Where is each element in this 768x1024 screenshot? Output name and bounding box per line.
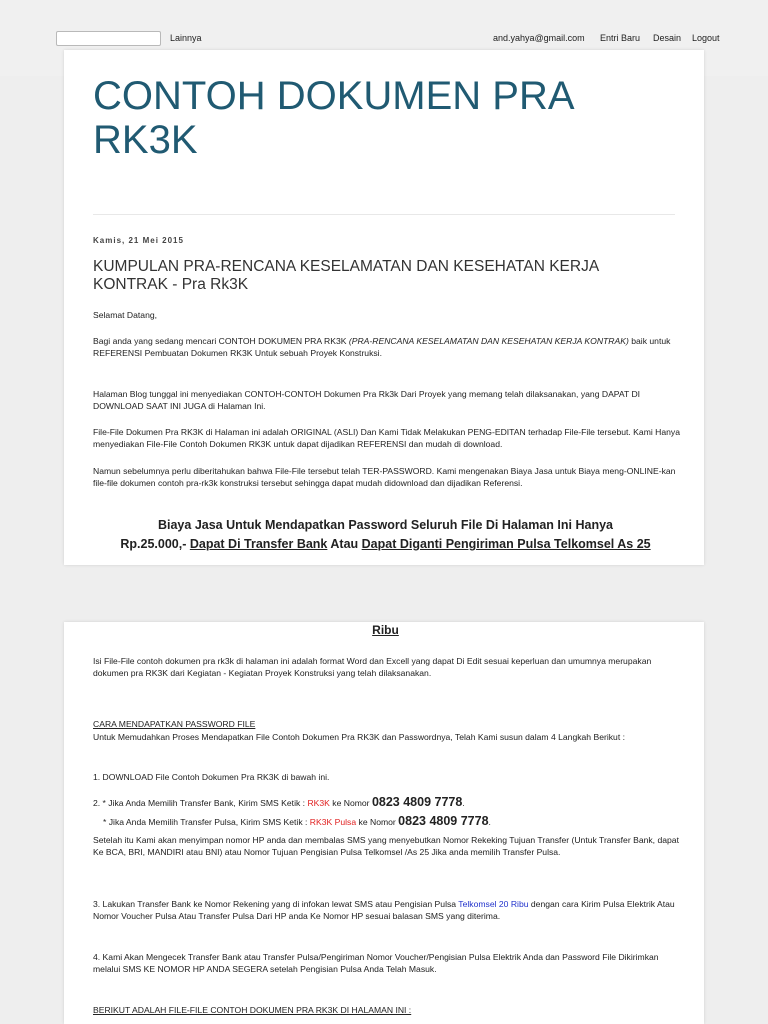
step-2-bank-text: 2. * Jika Anda Memilih Transfer Bank, Kirim SMS Ketik : [93, 798, 308, 808]
fee-ribu-text: Ribu [372, 623, 399, 637]
greeting-text: Selamat Datang, [93, 310, 158, 320]
password-info-paragraph: Namun sebelumnya perlu diberitahukan bahwa File-File tersebut telah TER-PASSWORD. Kami mengenakan Biaya Jasa untuk Biaya meng-ONLINE-kan file-file dokumen contoh pra-rk3k konstruksi tersebut sehingga dapat mudah didownload dan dijadikan Referensi. [93, 466, 676, 488]
fee-notice-line1: Biaya Jasa Untuk Mendapatkan Password Seluruh File Di Halaman Ini Hanya [157, 518, 613, 532]
step-2-pulsa-to: ke Nomor [356, 817, 399, 827]
how-to-intro: Untuk Memudahkan Proses Mendapatkan File Contoh Dokumen Pra RK3K dan Passwordnya, Telah Kami susun dalam 4 Langkah Berikut : [93, 732, 625, 742]
fee-amount: Rp.25.000,- [120, 537, 190, 551]
sms-code-bank: RK3K [307, 798, 330, 808]
file-list-title: BERIKUT ADALAH FILE-FILE CONTOH DOKUMEN PRA RK3K DI HALAMAN INI : [93, 1005, 412, 1015]
content-info-paragraph: Isi File-File contoh dokumen pra rk3k di halaman ini adalah format Word dan Excell yang dapat Di Edit sesuai keperluan dan umumnya merupakan dokumen pra RK3K dari Kegiatan - Kegiatan Proyek Konstruksi yang telah dilaksanakan. [93, 656, 652, 678]
step-3-text-b: dengan cara Kirim Pulsa Elektrik Atau Nomor Voucher Pulsa Atau Transfer Pulsa Dari HP anda Ke Nomor HP sesuai balasan SMS yang diterima. [93, 899, 675, 921]
step-2-bank: 2. * Jika Anda Memilih Transfer Bank, Kirim SMS Ketik : RK3K ke Nomor 0823 4809 7778. [93, 795, 465, 809]
step-2-pulsa: * Jika Anda Memilih Transfer Pulsa, Kirim SMS Ketik : RK3K Pulsa ke Nomor 0823 4809 7778. [103, 814, 491, 828]
search-input[interactable] [56, 31, 161, 46]
step-1: 1. DOWNLOAD File Contoh Dokumen Pra RK3K di bawah ini. [93, 772, 330, 782]
new-entry-link[interactable]: Entri Baru [600, 33, 641, 43]
intro-text-c: baik untuk REFERENSI Pembuatan Dokumen RK3K Untuk sebuah Proyek Konstruksi. [93, 336, 671, 358]
step-4: 4. Kami Akan Mengecek Transfer Bank atau Transfer Pulsa/Pengiriman Nomor Voucher/Pengisian Pulsa Elektrik Anda dan Password File Dikirimkan melalui SMS KE NOMOR HP ANDA SEGERA setelah Pengisian Pulsa Anda Telah Masuk. [93, 952, 659, 974]
step-2-pulsa-text: * Jika Anda Memilih Transfer Pulsa, Kirim SMS Ketik : [103, 817, 310, 827]
phone-number-2: 0823 4809 7778 [398, 814, 489, 828]
design-link[interactable]: Desain [653, 33, 682, 43]
user-email: and.yahya@gmail.com [493, 33, 585, 43]
fee-notice-line2 [93, 535, 678, 554]
post-date: Kamis, 21 Mei 2015 [93, 236, 184, 245]
intro-paragraph [93, 335, 683, 359]
fee-pulsa-text: Dapat Diganti Pengiriman Pulsa Telkomsel As 25 [361, 537, 651, 551]
intro-text-italic: (PRA-RENCANA KESELAMATAN DAN KESEHATAN KERJA KONTRAK) [348, 336, 629, 346]
sms-code-pulsa: RK3K Pulsa [309, 817, 357, 827]
phone-number-1: 0823 4809 7778 [371, 795, 463, 809]
fee-bank-text: Dapat Di Transfer Bank [189, 537, 328, 551]
step-2-after: Setelah itu Kami akan menyimpan nomor HP anda dan membalas SMS yang menyebutkan Nomor Rekeking Tujuan Transfer (Untuk Transfer Bank, dapat Ke BCA, BRI, MANDIRI atau BNI) atau Nomor Tujuan Pengisian Pulsa Telkomsel /As 25 Jika anda memilih Transfer Pulsa. [93, 835, 679, 857]
blog-info-paragraph: Halaman Blog tunggal ini menyediakan CONTOH-CONTOH Dokumen Pra Rk3k Dari Proyek yang memang telah dilaksanakan, yang DAPAT DI DOWNLOAD SAAT INI JUGA di Halaman Ini. [93, 389, 641, 411]
step-3-text-a: 3. Lakukan Transfer Bank ke Nomor Rekening yang di infokan lewat SMS atau Pengisian Pulsa [93, 899, 459, 909]
fee-or-text: Atau [327, 537, 362, 551]
how-to-title: CARA MENDAPATKAN PASSWORD FILE [93, 719, 256, 729]
step-2-bank-to: ke Nomor [329, 798, 372, 808]
files-info-paragraph: File-File Dokumen Pra RK3K di Halaman ini adalah ORIGINAL (ASLI) Dan Kami Tidak Melakukan PENG-EDITAN terhadap File-File tersebut. Kami Hanya menyediakan File-File Contoh Dokumen RK3K untuk dapat dijadikan REFERENSI dan mudah di download. [93, 427, 680, 449]
intro-text-a: Bagi anda yang sedang mencari CONTOH DOKUMEN PRA RK3K [93, 336, 349, 346]
post-title[interactable]: KUMPULAN PRA-RENCANA KESELAMATAN DAN KESEHATAN KERJA KONTRAK - Pra Rk3K [93, 258, 599, 293]
header-divider [93, 214, 675, 215]
more-link[interactable]: Lainnya [170, 33, 202, 43]
blog-title[interactable]: CONTOH DOKUMEN PRA RK3K [93, 74, 573, 162]
telkomsel-link[interactable]: Telkomsel 20 Ribu [458, 899, 529, 909]
fee-notice [93, 516, 678, 554]
logout-link[interactable]: Logout [692, 33, 720, 43]
step-3 [93, 898, 683, 922]
